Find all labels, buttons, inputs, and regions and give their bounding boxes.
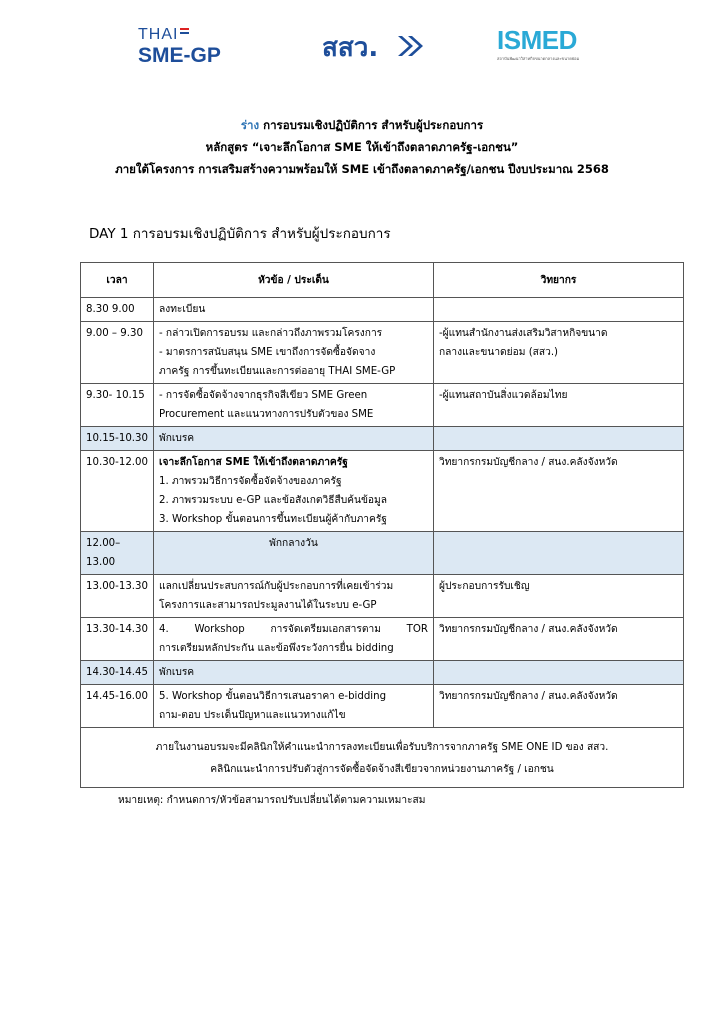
topic-line: เจาะลึกโอกาส SME ให้เข้าถึงตลาดภาครัฐ [159, 457, 348, 468]
schedule-table [80, 262, 684, 788]
speaker-line: วิทยากรกรมบัญชีกลาง / สนง.คลังจังหวัด [439, 624, 618, 635]
speaker-line: -ผู้แทนสถาบันสิ่งแวดล้อมไทย [439, 390, 568, 401]
clinic-info [81, 728, 684, 788]
sorsorwor-logo [322, 28, 426, 68]
row-time: 13.00-13.30 [81, 575, 154, 618]
sorsorwor-logo-text: สสว. [322, 33, 379, 63]
thai-sme-gp-logo-line2: SME-GP [138, 44, 221, 67]
speaker-line: ผู้ประกอบการรับเชิญ [439, 581, 530, 592]
document-title [0, 114, 724, 180]
row-topic [154, 575, 434, 618]
row-topic [154, 451, 434, 532]
sorsorwor-logo-icon [322, 28, 426, 64]
thai-flag-icon [180, 28, 189, 34]
logo-bar [0, 24, 724, 72]
row-time: 8.30 9.00 [81, 298, 154, 322]
table-footer-row [81, 728, 684, 788]
row-topic [154, 618, 434, 661]
table-row [81, 322, 684, 384]
break-row [81, 661, 684, 685]
thai-sme-gp-logo-line1: THAI [138, 26, 179, 43]
topic-line: 1. ภาพรวมวิธีการจัดซื้อจัดจ้างของภาครัฐ [159, 476, 342, 487]
row-speaker [434, 685, 684, 728]
table-row [81, 384, 684, 427]
row-time: 9.00 – 9.30 [81, 322, 154, 384]
topic-line: 2. ภาพรวมระบบ e-GP และข้อสังเกตวิธีสืบค้นข้อมูล [159, 495, 387, 506]
header-time: เวลา [81, 263, 154, 298]
row-topic: พักเบรค [154, 427, 434, 451]
day-heading: DAY 1 การอบรมเชิงปฏิบัติการ สำหรับผู้ประกอบการ [89, 226, 391, 242]
lunch-row [81, 532, 684, 575]
row-speaker [434, 427, 684, 451]
break-row [81, 427, 684, 451]
clinic-info-line: คลินิกแนะนำการปรับตัวสู่การจัดซื้อจัดจ้างสีเขียวจากหน่วยงานภาครัฐ / เอกชน [210, 764, 554, 775]
header-speaker: วิทยากร [434, 263, 684, 298]
table-row [81, 451, 684, 532]
topic-line: ถาม-ตอบ ประเด็นปัญหาและแนวทางแก้ไข [159, 710, 346, 721]
topic-line: ภาครัฐ การขึ้นทะเบียนและการต่ออายุ THAI SME-GP [159, 366, 396, 377]
topic-line: การเตรียมหลักประกัน และข้อพึงระวังการยื่น bidding [159, 643, 394, 654]
ismed-logo-text: ISMED [497, 25, 577, 55]
speaker-line: -ผู้แทนสำนักงานส่งเสริมวิสาหกิจขนาด [439, 328, 608, 339]
table-header-row [81, 263, 684, 298]
title-line1: การอบรมเชิงปฏิบัติการ สำหรับผู้ประกอบการ [263, 118, 484, 132]
speaker-line: กลางและขนาดย่อม (สสว.) [439, 347, 559, 358]
row-speaker [434, 451, 684, 532]
row-topic [154, 322, 434, 384]
header-topic: หัวข้อ / ประเด็น [154, 263, 434, 298]
row-time: 10.15-10.30 [81, 427, 154, 451]
row-speaker [434, 661, 684, 685]
topic-line: 3. Workshop ขั้นตอนการขึ้นทะเบียนผู้ค้ากับภาครัฐ [159, 514, 387, 525]
title-line2: หลักสูตร “เจาะลึกโอกาส SME ให้เข้าถึงตลาดภาครัฐ-เอกชน” [205, 140, 519, 154]
row-topic: พักเบรค [154, 661, 434, 685]
topic-line: โครงการและสามารถประมูลงานได้ในระบบ e-GP [159, 600, 377, 611]
thai-sme-gp-logo [138, 27, 221, 66]
speaker-line: วิทยากรกรมบัญชีกลาง / สนง.คลังจังหวัด [439, 691, 618, 702]
clinic-info-line: ภายในงานอบรมจะมีคลินิกให้คำแนะนำการลงทะเบียนเพื่อรับบริการจากภาครัฐ SME ONE ID ของ สสว. [155, 742, 609, 753]
topic-line: 5. Workshop ขั้นตอนวิธีการเสนอราคา e-bidding [159, 691, 387, 702]
topic-line: ลงทะเบียน [159, 304, 206, 315]
row-speaker [434, 384, 684, 427]
row-time: 10.30-12.00 [81, 451, 154, 532]
speaker-line: วิทยากรกรมบัญชีกลาง / สนง.คลังจังหวัด [439, 457, 618, 468]
row-topic [154, 384, 434, 427]
row-topic [154, 298, 434, 322]
row-speaker [434, 532, 684, 575]
row-time: 14.45-16.00 [81, 685, 154, 728]
row-speaker [434, 322, 684, 384]
row-time: 13.30-14.30 [81, 618, 154, 661]
ismed-logo-subtitle: สถาบันพัฒนาวิสาหกิจขนาดกลางและขนาดย่อม [497, 56, 580, 61]
title-line3: ภายใต้โครงการ การเสริมสร้างความพร้อมให้ SME เข้าถึงตลาดภาครัฐ/เอกชน ปีงบประมาณ 2568 [115, 162, 609, 176]
row-topic [154, 685, 434, 728]
footnote: หมายเหตุ: กำหนดการ/หัวข้อสามารถปรับเปลี่ยนได้ตามความเหมาะสม [118, 795, 426, 806]
row-time: 12.00–13.00 [81, 532, 154, 575]
row-speaker [434, 575, 684, 618]
table-row [81, 298, 684, 322]
table-row [81, 575, 684, 618]
row-speaker [434, 618, 684, 661]
ismed-logo [497, 27, 592, 62]
table-row [81, 618, 684, 661]
draft-label: ร่าง [240, 118, 260, 132]
topic-line: - การจัดซื้อจัดจ้างจากธุรกิจสีเขียว SME Green [159, 390, 368, 401]
topic-line: Procurement และแนวทางการปรับตัวของ SME [159, 409, 374, 420]
topic-line: 4. Workshop การจัดเตรียมเอกสารตาม TOR [159, 624, 428, 635]
row-time: 9.30- 10.15 [81, 384, 154, 427]
row-topic: พักกลางวัน [154, 532, 434, 575]
topic-line: แลกเปลี่ยนประสบการณ์กับผู้ประกอบการที่เคยเข้าร่วม [159, 581, 394, 592]
topic-line: - มาตรการสนับสนุน SME เขาถึงการจัดซื้อจัดจาง [159, 347, 376, 358]
row-time: 14.30-14.45 [81, 661, 154, 685]
row-speaker [434, 298, 684, 322]
table-row [81, 685, 684, 728]
topic-line: - กล่าวเปิดการอบรม และกล่าวถึงภาพรวมโครงการ [159, 328, 383, 339]
